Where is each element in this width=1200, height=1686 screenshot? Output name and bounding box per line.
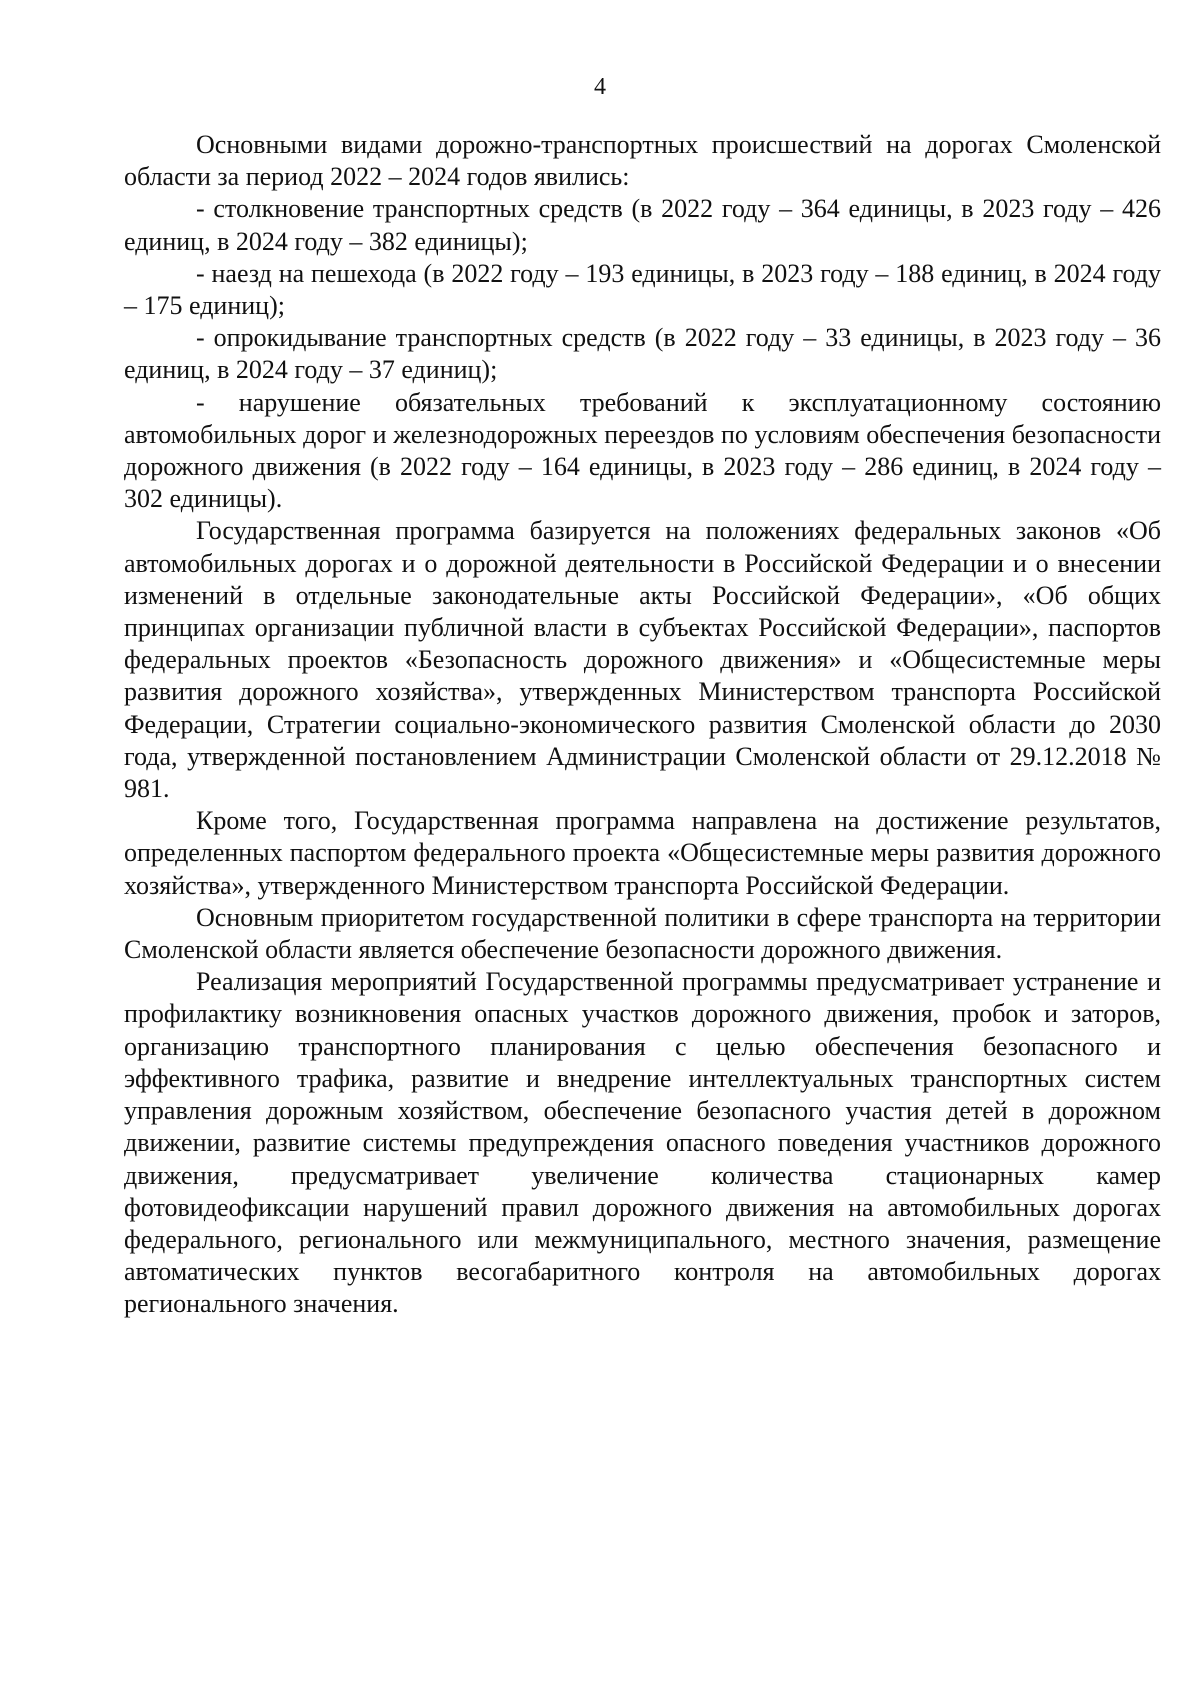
- paragraph-program-results: Кроме того, Государственная программа направлена на достижение результатов, определенных паспортом федерального проекта «Общесистемные меры развития дорожного хозяйства», утвержденного Министерством транспорта Российской Федерации.: [124, 806, 1161, 900]
- paragraph-program-legal-basis: Государственная программа базируется на положениях федеральных законов «Об автомобильных дорогах и о дорожной деятельности в Российской Федерации и о внесении изменений в отдельные законодательные акты Российской Федерации», «Об общих принципах организации публичной власти в субъектах Российской Федерации», паспортов федеральных проектов «Безопасность дорожного движения» и «Общесистемные меры развития дорожного хозяйства», утвержденных Министерством транспорта Российской Федерации, Стратегии социально-экономического развития Смоленской области до 2030 года, утвержденной постановлением Администрации Смоленской области от 29.12.2018 № 981.: [124, 516, 1161, 804]
- paragraph-vehicle-collisions: - столкновение транспортных средств (в 2022 году – 364 единицы, в 2023 году – 426 единиц, в 2024 году – 382 единицы);: [124, 194, 1161, 256]
- paragraph-pedestrian-hits: - наезд на пешехода (в 2022 году – 193 единицы, в 2023 году – 188 единиц, в 2024 году – 175 единиц);: [124, 258, 1161, 321]
- paragraph-vehicle-rollovers: - опрокидывание транспортных средств (в 2022 году – 33 единицы, в 2023 году – 36 единиц, в 2024 году – 37 единиц);: [124, 323, 1161, 385]
- paragraph-policy-priority: Основным приоритетом государственной политики в сфере транспорта на территории Смоленской области является обеспечение безопасности дорожного движения.: [124, 902, 1161, 965]
- page-number: 4: [594, 74, 606, 100]
- paragraph-accident-types-intro: Основными видами дорожно-транспортных происшествий на дорогах Смоленской области за период 2022 – 2024 годов явились:: [124, 130, 1161, 192]
- paragraph-road-condition-violations: - нарушение обязательных требований к эксплуатационному состоянию автомобильных дорог и железнодорожных переездов по условиям обеспечения безопасности дорожного движения (в 2022 году – 164 единицы, в 2023 году – 286 единиц, в 2024 году – 302 единицы).: [124, 387, 1161, 514]
- paragraph-program-measures: Реализация мероприятий Государственной программы предусматривает устранение и профилактику возникновения опасных участков дорожного движения, пробок и заторов, организацию транспортного планирования с целью обеспечения безопасного и эффективного трафика, развитие и внедрение интеллектуальных транспортных систем управления дорожным хозяйством, обеспечение безопасного участия детей в дорожном движении, развитие системы предупреждения опасного поведения участников дорожного движения, предусматривает увеличение количества стационарных камер фотовидеофиксации нарушений правил дорожного движения на автомобильных дорогах федерального, регионального или межмуниципального, местного значения, размещение автоматических пунктов весогабаритного контроля на автомобильных дорогах регионального значения.: [124, 967, 1161, 1319]
- document-body: [124, 129, 1161, 1321]
